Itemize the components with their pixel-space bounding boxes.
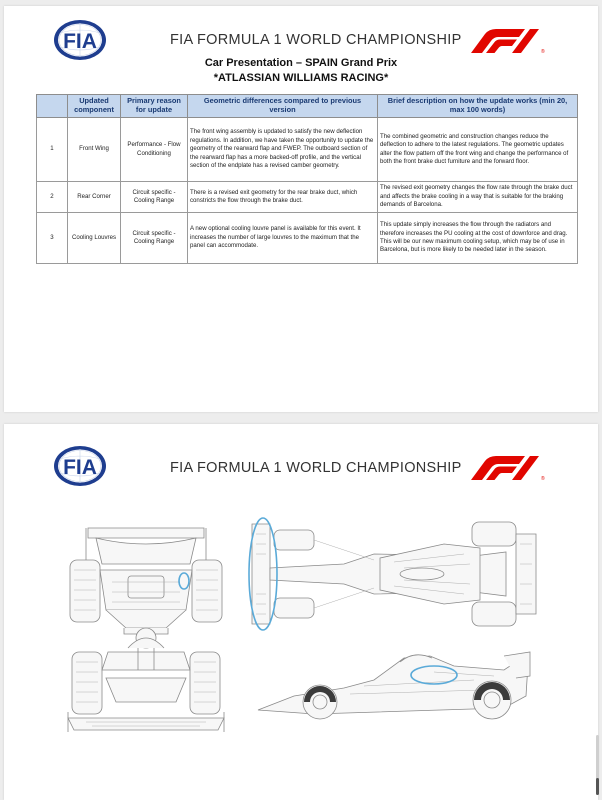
svg-text:®: ®: [541, 49, 545, 54]
update-table: [36, 94, 578, 264]
f1-logo: [469, 28, 551, 54]
svg-text:FIA: FIA: [63, 456, 97, 479]
document-title: Car Presentation – SPAIN Grand Prix: [204, 57, 398, 69]
row-reason: Circuit specific - Cooling Range: [121, 182, 188, 213]
row-component: Front Wing: [68, 118, 121, 182]
row-geometric: There is a revised exit geometry for the rear brake duct, which constricts the flow through the brake duct.: [188, 182, 378, 213]
row-number: 2: [37, 182, 68, 213]
header-title: FIA FORMULA 1 WORLD CHAMPIONSHIP: [170, 32, 462, 48]
header-component: Updated component: [68, 95, 121, 118]
scrollbar-thumb[interactable]: [596, 778, 599, 795]
car-side-view-diagram: [254, 636, 539, 736]
header-description: Brief description on how the update works (min 20, max 100 words): [378, 95, 578, 118]
header-geometric: Geometric differences compared to previous version: [188, 95, 378, 118]
row-geometric: A new optional cooling louvre panel is available for this event. It increases the number of large louvres to the maximum that the panel can accommodate.: [188, 213, 378, 264]
row-component: Rear Corner: [68, 182, 121, 213]
row-reason: Circuit specific - Cooling Range: [121, 213, 188, 264]
row-geometric: The front wing assembly is updated to satisfy the new deflection regulations. In addition, we have taken the opportunity to update the geometry of the rearward flap and FWEP. The outboard section of the rearward flap has a more backed-off profile, and the vertical section of the endplate has a revised camber geometry.: [188, 118, 378, 182]
row-number: 3: [37, 213, 68, 264]
table-row: [37, 213, 578, 264]
header-reason: Primary reason for update: [121, 95, 188, 118]
table-row: [37, 182, 578, 213]
table-row: [37, 118, 578, 182]
document-page-2: [4, 424, 598, 800]
svg-text:®: ®: [541, 476, 545, 481]
team-name: *ATLASSIAN WILLIAMS RACING*: [213, 72, 389, 84]
table-header-row: [37, 95, 578, 118]
row-reason: Performance - Flow Conditioning: [121, 118, 188, 182]
car-top-view-diagram: [244, 514, 544, 634]
car-rear-view-diagram: [66, 520, 226, 638]
header-title: FIA FORMULA 1 WORLD CHAMPIONSHIP: [170, 460, 462, 476]
row-component: Cooling Louvres: [68, 213, 121, 264]
row-description: The revised exit geometry changes the flow rate through the brake duct and affects the brake cooling in a way that is suitable for the braking demands of Barcelona.: [378, 182, 578, 213]
document-page-1: [4, 6, 598, 412]
row-description: The combined geometric and construction changes reduce the deflection to adhere to the latest regulations. The geometric updates alter the flow pattern off the front wing and change the performance of both the front brake duct furniture and the forward floor.: [378, 118, 578, 182]
car-front-view-diagram: [66, 622, 226, 740]
row-number: 1: [37, 118, 68, 182]
f1-logo: [469, 455, 551, 481]
fia-logo: [52, 18, 108, 62]
fia-logo: [52, 444, 108, 488]
header-num: [37, 95, 68, 118]
row-description: This update simply increases the flow through the radiators and therefore increases the PU cooling at the cost of downforce and drag. This will be our new maximum cooling setup, which may be of use in Barcelona, but is more likely to be needed later in the season.: [378, 213, 578, 264]
svg-text:FIA: FIA: [63, 30, 97, 53]
